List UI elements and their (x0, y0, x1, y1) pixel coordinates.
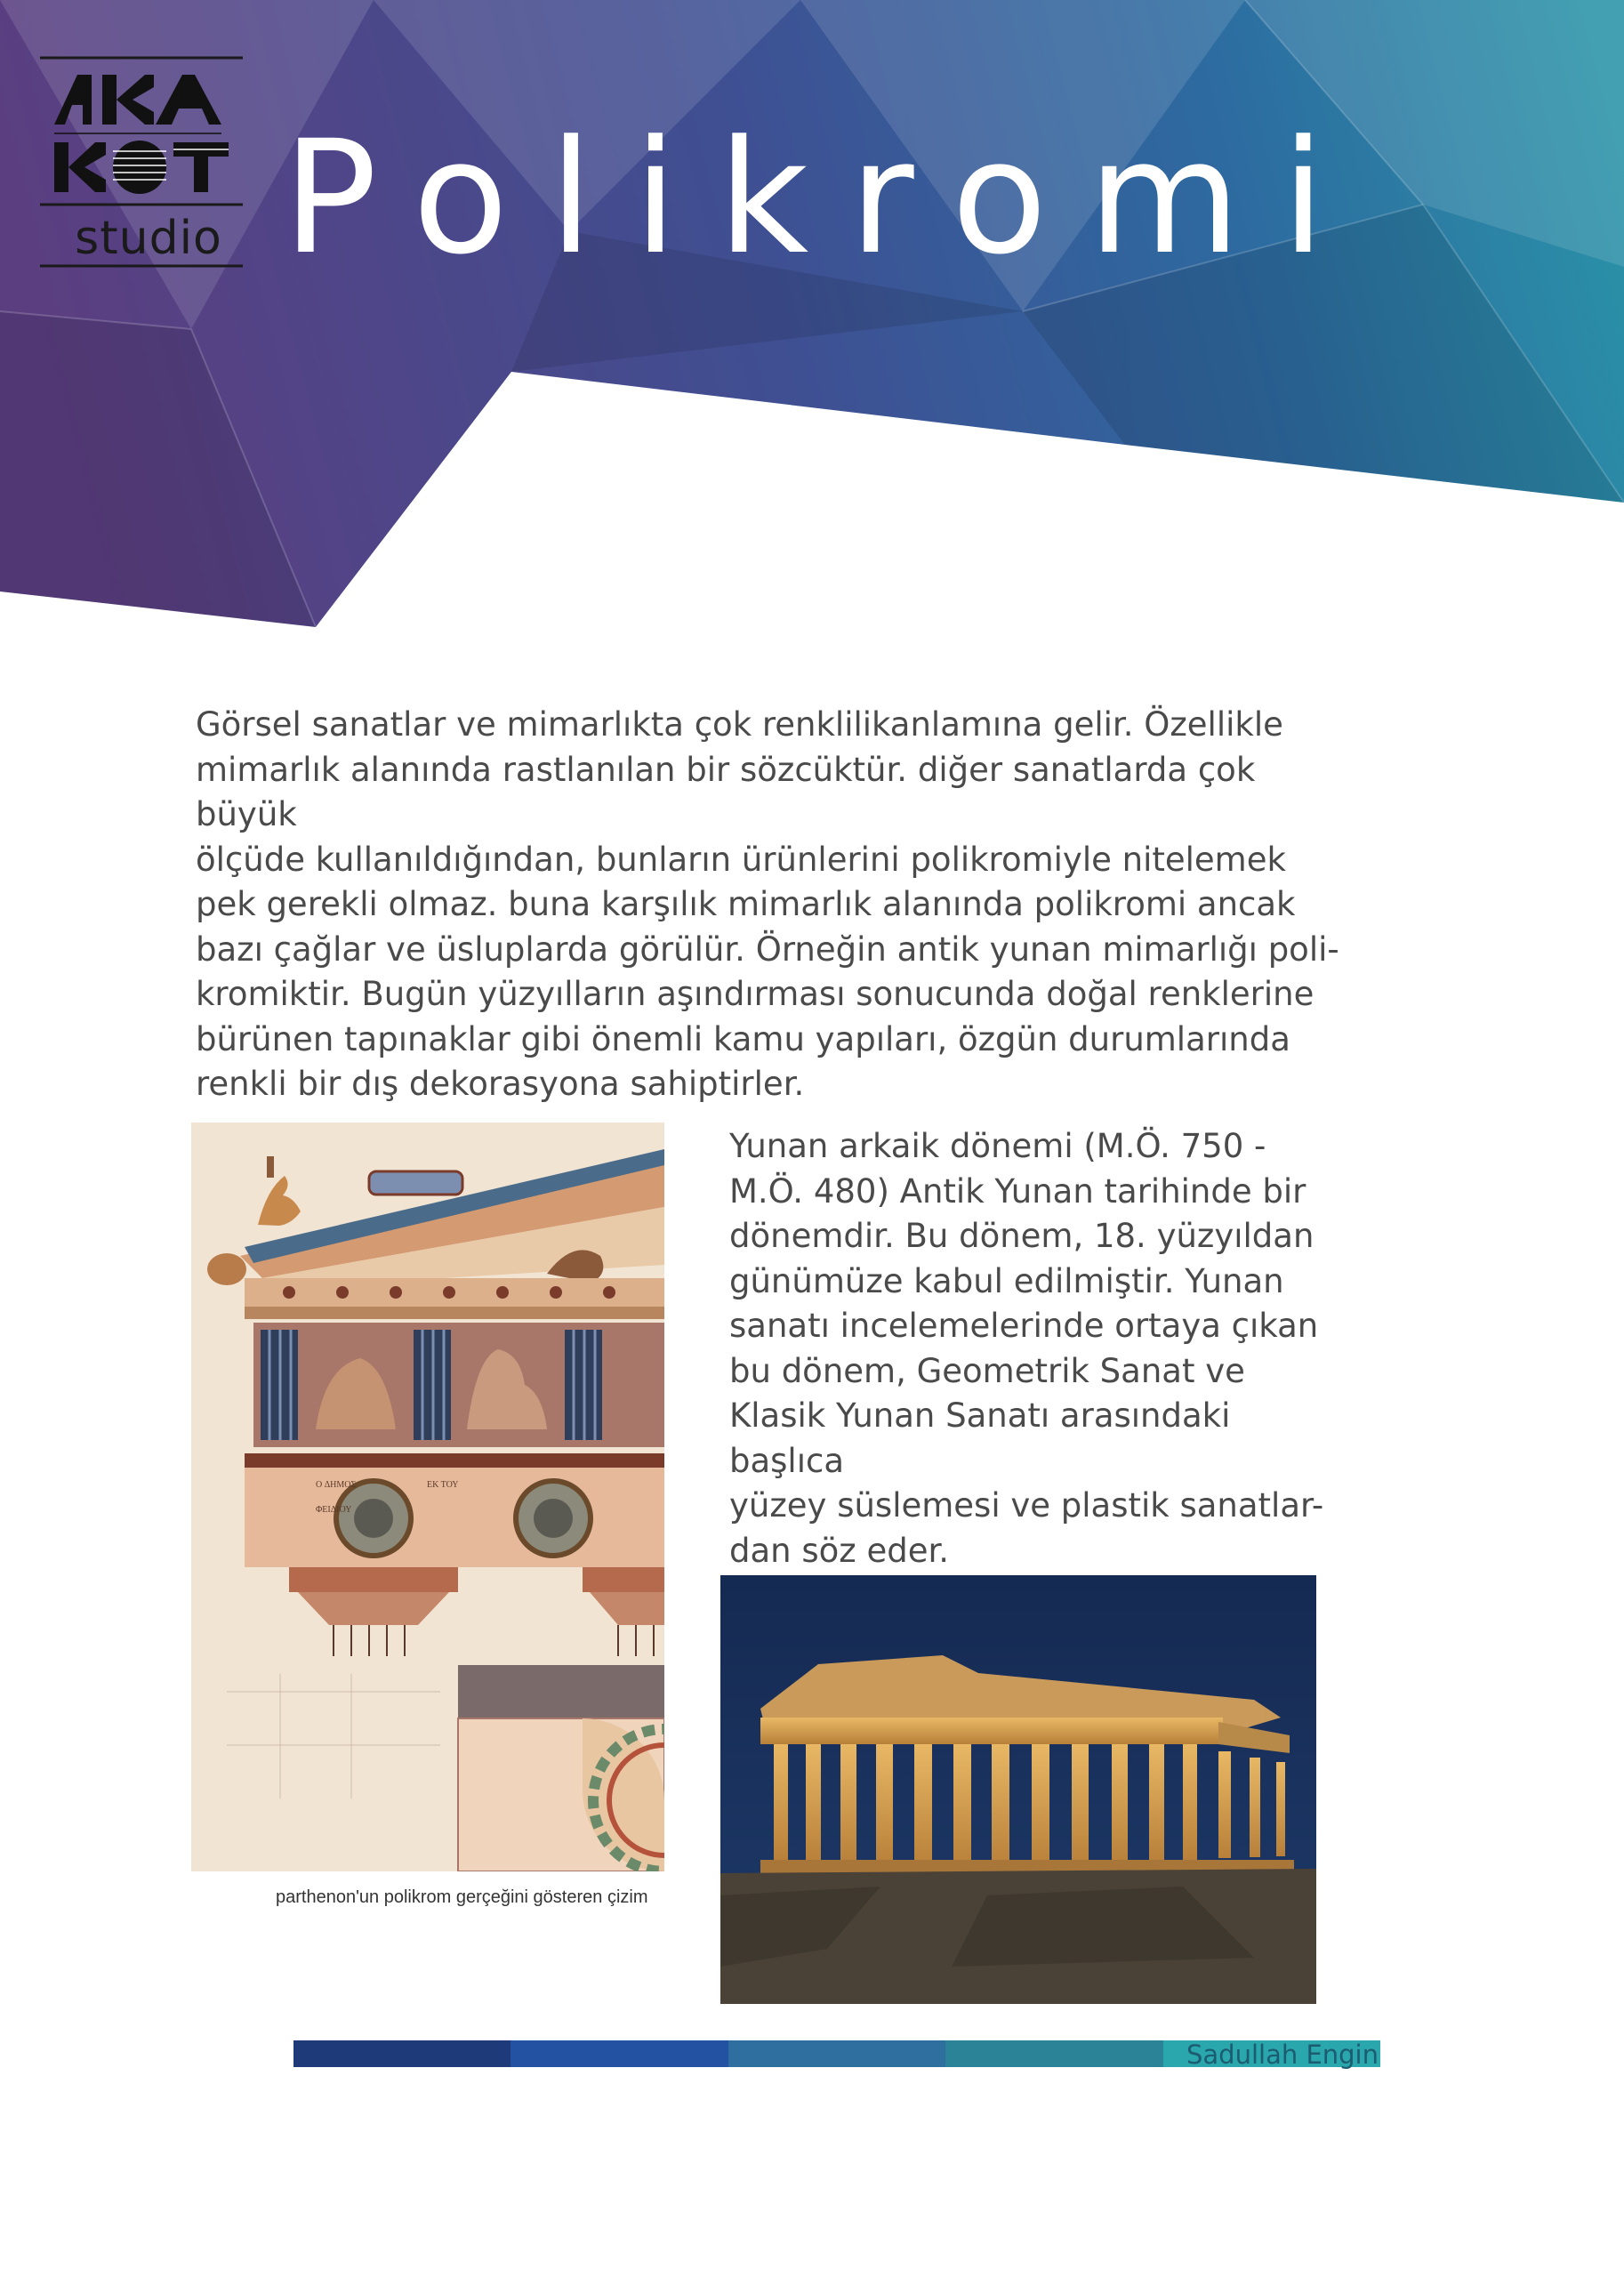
parthenon-polychrome-drawing (191, 1122, 664, 1871)
archaic-period-paragraph: Yunan arkaik dönemi (M.Ö. 750 - M.Ö. 480) Antik Yunan tarihinde bir dönemdir. Bu dönem, 18. yüzyıldan günümüze kabul edilmiştir. Yunan sanatı incelemelerinde ortaya çıkan bu dönem, Geometrik Sanat ve Klasik Yunan Sanatı arasındaki başlıca yüzey süslemesi ve plastik sanatlar- dan söz eder. (729, 1127, 1324, 1570)
parthenon-night-photo (720, 1575, 1316, 2004)
intro-paragraph: Görsel sanatlar ve mimarlıkta çok renklilikanlamına gelir. Özellikle mimarlık alanında rastlanılan bir sözcüktür. diğer sanatlarda çok büyük ölçüde kullanıldığından, bunların ürünlerini polikromiyle nitelemek pek gerekli olmaz. buna karşılık mimarlık alanında polikromi ancak bazı çağlar ve üsluplarda görülür. Örneğin antik yunan mimarlığı poli- kromiktir. Bugün yüzyılların aşındırması sonucunda doğal renklerine bürünen tapınaklar gibi önemli kamu yapıları, özgün durumlarında renkli bir dış dekorasyona sahiptirler. (196, 705, 1339, 1103)
drawing-inscription-3: ΕΚ ΤΟΥ (427, 1480, 459, 1490)
bar-swatch-3 (728, 2040, 945, 2067)
bar-swatch-4 (945, 2040, 1162, 2067)
logo-wordmark: studio (75, 212, 222, 265)
drawing-caption: parthenon'un polikrom gerçeğini gösteren çizim (276, 1887, 648, 1907)
page-title: Polikromi (283, 107, 1366, 289)
drawing-inscription-1: O ΔΗΜΟΣ (316, 1480, 357, 1490)
author-name: Sadullah Engin (1186, 2040, 1379, 2070)
bar-swatch-1 (293, 2040, 511, 2067)
bar-swatch-2 (511, 2040, 728, 2067)
drawing-inscription-2: ΦΕΙΔΙΟΥ (316, 1505, 352, 1515)
